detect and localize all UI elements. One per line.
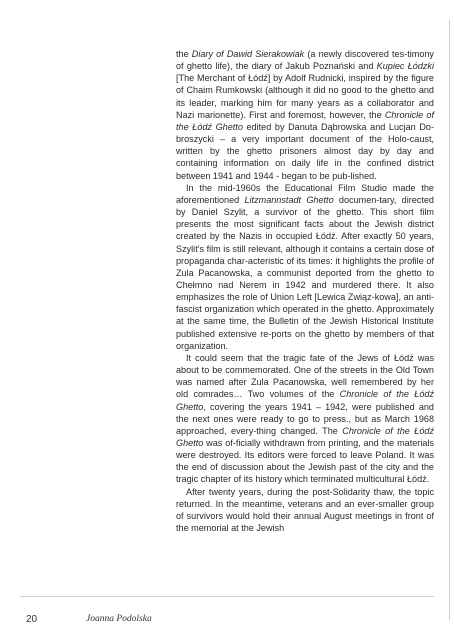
paragraph-4: After twenty years, during the post-Solidarity thaw, the topic returned. In the meantime, veterans and an ever-smaller group of survivors would hold their annual August meetings in front of the memorial at the Jewish [176,486,434,534]
italic-title: Diary of Dawid Sierakowiak [191,49,305,59]
italic-title: Kupiec Łódzki [376,61,434,72]
paragraph-3: It could seem that the tragic fate of the Jews of Łódź was about to be commemorated. One of the streets in the Old Town was named after Zula Pacanowska, well remembered by her old comrades… Two volumes of the Chronicle of the Łódź Ghetto, covering the years 1941 – 1942, were published and the next ones were ready to go to press., but as March 1968 approached, every-thing changed. The Chronicle of the Łódź Ghetto was of-ficially withdrawn from printing, and the materials were destroyed. Its editors were forced to leave Poland. It was the end of discussion about the Jewish past of the city and the tragic chapter of its history which terminated multicultural Łódź. [176,352,434,485]
paragraph-1: the Diary of Dawid Sierakowiak (a newly discovered tes-timony of ghetto life), the diary of Jakub Poznański and Kupiec Łódzki [The Merchant of Łódź] by Adolf Rudnicki, inspired by the figure of Chaim Rumkowski (although it did no good to the ghetto and its leader, marking him for many years as a collaborator and Nazi marionette). First and foremost, however, the Chronicle of the Łódź Ghetto edited by Danuta Dąbrowska and Lucjan Do-broszycki – a very important document of the Holo-caust, written by the ghetto prisoners almost day by day and containing information on daily life in the confined district between 1941 and 1944 - began to be pub-lished. [176,49,434,181]
paragraph-2: In the mid-1960s the Educational Film Studio made the aforementioned Litzmannstadt Ghetto documen-tary, directed by Daniel Szylit, a survivor of the ghetto. This short film presents the most significant facts about the Jewish district created by the Nazis in occupied Łódź. After exactly 50 years, Szylit's film is still relevant, although it contains a certain dose of propaganda char-acteristic of its times: it highlights the profile of Zula Pacanowska, a communist deported from the ghetto to Chełmno nad Nerem in 1942 and murdered there. It also emphasizes the role of Union Left [Lewica Związ-kowa], an anti-fascist organization which operated in the ghetto. Approximately at the same time, the Bulletin of the Jewish Historical Institute published extensive re-ports on the ghetto by members of that organization. [176,182,434,351]
italic-title: Chronicle of the Łódź Ghetto [176,425,434,448]
right-margin-rule [449,20,450,620]
italic-title: Chronicle of the Łódź Ghetto [176,389,434,412]
footer-rule [20,596,434,597]
running-head-author: Joanna Podolska [86,614,152,624]
italic-title: Litzmannstadt Ghetto [244,194,334,205]
body-text-column [176,48,434,534]
page-number: 20 [26,614,38,625]
italic-title: Chronicle of the Łódź Ghetto [176,109,434,132]
